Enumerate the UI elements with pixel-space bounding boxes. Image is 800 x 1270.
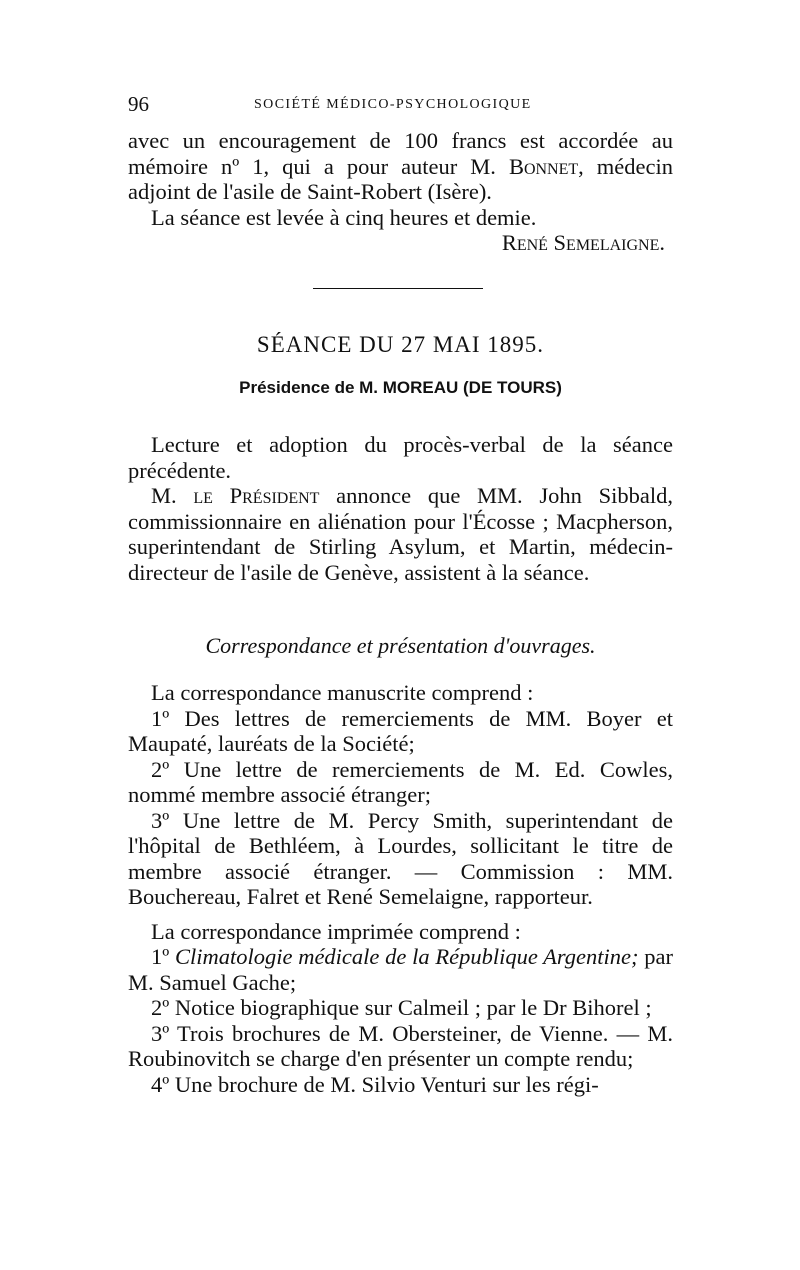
list-item: 3º Trois brochures de M. Obersteiner, de Vienne. — M. Roubinovitch se charge d'en présenter un compte rendu;: [128, 1020, 673, 1071]
presidence-line: Présidence de M. MOREAU (DE TOURS): [239, 378, 562, 397]
running-head: [128, 92, 672, 122]
page-number: 96: [128, 92, 149, 116]
book-title: Climatologie médicale de la République Argentine;: [174, 944, 639, 969]
journal-title: SOCIÉTÉ MÉDICO-PSYCHOLOGIQUE: [254, 97, 532, 112]
president-label: M. le Président: [151, 483, 320, 508]
correspondence-block: [128, 680, 673, 1097]
printed-intro: La correspondance imprimée comprend :: [151, 918, 521, 944]
list-item: 4º Une brochure de M. Silvio Venturi sur les régi-: [151, 1071, 599, 1097]
list-item: 2º Notice biographique sur Calmeil ; par le Dr Bihorel ;: [151, 995, 652, 1020]
closing-paragraph: La séance est levée à cinq heures et demie.: [151, 204, 537, 230]
paragraph-gap: [128, 910, 673, 919]
opening-block: [128, 128, 673, 256]
seance-title: SÉANCE DU 27 MAI 1895.: [256, 332, 545, 357]
president-paragraph: M. le Président annonce que MM. John Sibbald, commissionnaire en aliénation pour l'Écosse ; Macpherson, superintendant de Stirling Asylum, et Martin, médecin-directeur de l'asile de Genève, assistent à la séance.: [128, 483, 673, 585]
list-item: 1º Climatologie médicale de la République Argentine; par M. Samuel Gache;: [128, 944, 673, 995]
minutes-paragraph: Lecture et adoption du procès-verbal de la séance précédente.: [128, 432, 673, 483]
proceedings-block: [128, 432, 673, 585]
section-heading: Correspondance et présentation d'ouvrages.: [205, 633, 596, 658]
manuscript-intro: La correspondance manuscrite comprend :: [151, 680, 534, 705]
award-paragraph: avec un encouragement de 100 francs est accordée au mémoire nº 1, qui a pour auteur M. Bonnet, médecin adjoint de l'asile de Saint-Robert (Isère).: [128, 128, 673, 204]
author-name: Bonnet: [508, 153, 579, 179]
list-item: 3º Une lettre de M. Percy Smith, superintendant de l'hôpital de Bethléem, à Lourdes, sollicitant le titre de membre associé étranger. — Commission : MM. Bouchereau, Falret et René Semelaigne, rapporteur.: [128, 807, 673, 909]
signature: René Semelaigne.: [501, 230, 665, 255]
list-item: 2º Une lettre de remerciements de M. Ed. Cowles, nommé membre associé étranger;: [128, 756, 673, 807]
section-divider: [313, 288, 483, 289]
list-item: 1º Des lettres de remerciements de MM. Boyer et Maupaté, lauréats de la Société;: [128, 705, 673, 756]
